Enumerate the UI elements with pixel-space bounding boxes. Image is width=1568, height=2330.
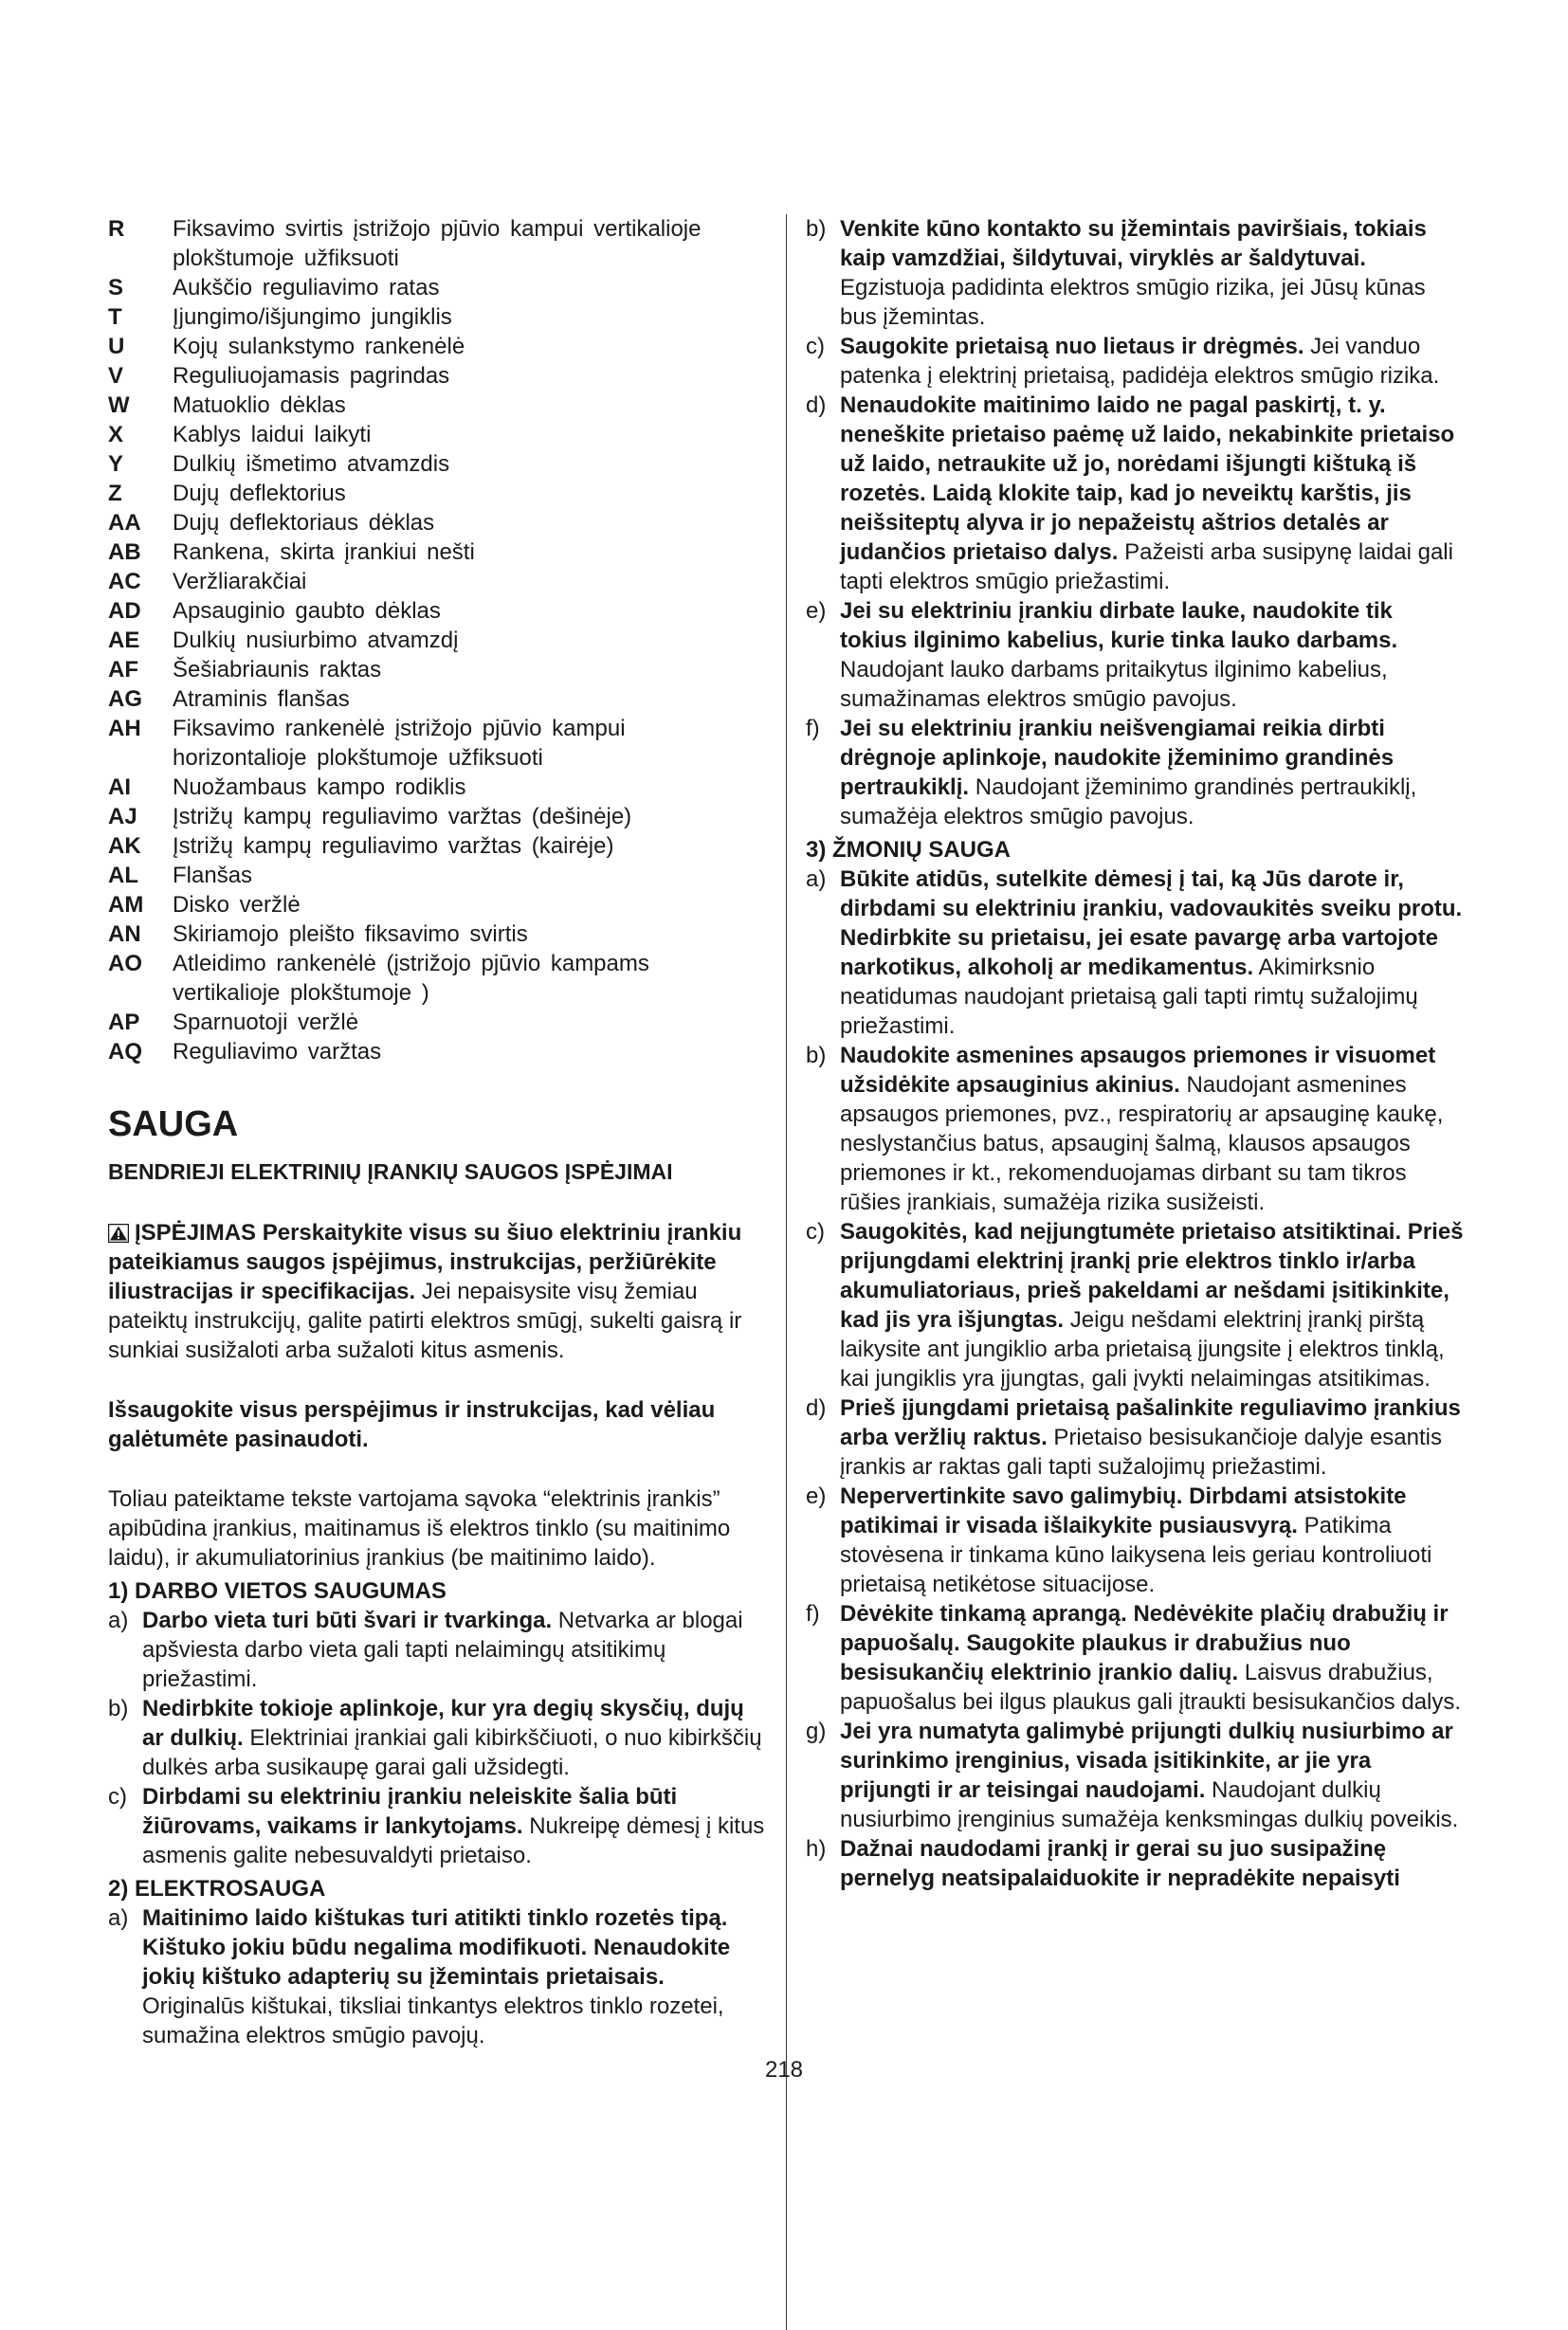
legend-item	[108, 449, 766, 479]
legend-item	[108, 773, 766, 802]
item-letter: a)	[108, 1905, 129, 1931]
right-column	[806, 214, 1466, 1893]
warning-text: Jei nepaisysite visų žemiau pateiktų instrukcijų, galite patirti elektros smūgį, sukelti gaisrą ir sunkiai susižaloti arba sužaloti kitus asmenis.	[108, 1279, 742, 1363]
workplace-safety-list	[108, 1606, 766, 1870]
legend-item	[108, 508, 766, 537]
legend-item	[108, 214, 766, 273]
legend-text: Sparnuotoji veržlė	[173, 1010, 359, 1035]
legend-code: Y	[108, 451, 124, 477]
item-text: Naudojant įžeminimo grandinės pertraukiklį, sumažėja elektros smūgio pavojus.	[840, 774, 1417, 829]
item-letter: a)	[108, 1608, 129, 1633]
legend-text: Nuožambaus kampo rodiklis	[173, 774, 466, 800]
item-text: Prietaiso besisukančioje dalyje esantis įrankis ar raktas gali tapti sužalojimų priežastimi.	[840, 1425, 1442, 1480]
legend-item	[108, 714, 766, 773]
item-letter: d)	[806, 392, 827, 418]
electrical-safety-list-left	[108, 1903, 766, 2050]
legend-code: AP	[108, 1010, 140, 1035]
legend-item	[108, 949, 766, 1008]
legend-item	[108, 361, 766, 391]
item-letter: b)	[108, 1696, 129, 1721]
legend-text: Atleidimo rankenėlė (įstrižojo pjūvio kampams vertikalioje plokštumoje )	[173, 951, 649, 1006]
item-text: Laisvus drabužius, papuošalus bei ilgus plaukus gali įtraukti besisukančios dalys.	[840, 1660, 1462, 1715]
safety-item	[108, 1782, 766, 1870]
item-bold-text: Jei yra numatyta galimybė prijungti dulkių nusiurbimo ar surinkimo įrenginius, visada įsitikinkite, ar jie yra prijungti ir ar teisingai naudojami.	[840, 1719, 1453, 1803]
item-letter: e)	[806, 598, 827, 624]
item-text: Pažeisti arba susipynę laidai gali tapti elektros smūgio priežastimi.	[840, 539, 1453, 594]
legend-text: Skiriamojo pleišto fiksavimo svirtis	[173, 921, 528, 947]
section-title-electrical: 2) ELEKTROSAUGA	[108, 1876, 326, 1902]
legend-text: Dulkių išmetimo atvamzdis	[173, 451, 450, 477]
item-letter: f)	[806, 716, 820, 741]
legend-text: Įjungimo/išjungimo jungiklis	[173, 304, 452, 330]
legend-code: AB	[108, 539, 141, 565]
legend-text: Fiksavimo svirtis įstrižojo pjūvio kampui vertikalioje plokštumoje užfiksuoti	[173, 216, 702, 271]
safety-item	[806, 1041, 1466, 1217]
item-bold-text: Venkite kūno kontakto su įžemintais paviršiais, tokiais kaip vamzdžiai, šildytuvai, viryklės ar šaldytuvai.	[840, 216, 1427, 271]
legend-code: AI	[108, 774, 131, 800]
legend-item	[108, 919, 766, 949]
legend-text: Kablys laidui laikyti	[173, 422, 372, 447]
legend-item	[108, 596, 766, 626]
item-text: Patikima stovėsena ir tinkama kūno laikysena leis geriau kontroliuoti prietaisą netikėtose situacijose.	[840, 1513, 1432, 1597]
legend-text: Fiksavimo rankenėlė įstrižojo pjūvio kampui horizontalioje plokštumoje užfiksuoti	[173, 716, 626, 771]
legend-code: AN	[108, 921, 141, 947]
item-letter: b)	[806, 1043, 827, 1068]
item-bold-text: Nedirbkite tokioje aplinkoje, kur yra degių skysčių, dujų ar dulkių.	[142, 1696, 744, 1751]
warning-paragraph	[108, 1218, 766, 1365]
safety-item	[108, 1606, 766, 1694]
legend-code: AM	[108, 892, 144, 918]
legend-code: T	[108, 304, 122, 330]
item-bold-text: Nenaudokite maitinimo laido ne pagal paskirtį, t. y. neneškite prietaiso paėmę už laido, nekabinkite prietaiso už laido, netraukite už jo, norėdami išjungti kištuką iš rozetės. Laidą klokite taip, kad jo neveiktų karštis, jis neišsiteptų alyva ir jo nepažeistų aštrios detalės ar judančios prietaiso dalys.	[840, 392, 1455, 565]
legend-item	[108, 890, 766, 919]
page-number: 218	[764, 2057, 804, 2083]
safety-item	[108, 1694, 766, 1782]
safety-item	[806, 332, 1466, 391]
legend-code: U	[108, 334, 125, 359]
legend-item	[108, 831, 766, 861]
legend-code: AO	[108, 951, 142, 976]
legend-code: AH	[108, 716, 141, 741]
item-bold-text: Dirbdami su elektriniu įrankiu neleiskite šalia būti žiūrovams, vaikams ir lankytojams.	[142, 1784, 678, 1839]
legend-text: Dujų deflektoriaus dėklas	[173, 510, 435, 536]
item-bold-text: Nepervertinkite savo galimybių. Dirbdami atsistokite patikimai ir visada išlaikykite pusiausvyrą.	[840, 1484, 1407, 1538]
item-bold-text: Naudokite asmenines apsaugos priemones ir visuomet užsidėkite apsauginius akinius.	[840, 1043, 1436, 1098]
item-text: Jeigu nešdami elektrinį įrankį pirštą laikysite ant jungiklio arba prietaisą įjungsite į elektros tinklą, kai jungiklis yra įjungtas, gali įvykti nelaimingas atsitikimas.	[840, 1307, 1445, 1392]
legend-item	[108, 626, 766, 655]
legend-text: Įstrižų kampų reguliavimo varžtas (dešinėje)	[173, 804, 632, 829]
electrical-safety-list-right	[806, 214, 1466, 831]
legend-text: Flanšas	[173, 863, 253, 888]
safety-item	[806, 714, 1466, 831]
legend-text: Apsauginio gaubto dėklas	[173, 598, 441, 624]
item-text: Egzistuoja padidinta elektros smūgio rizika, jei Jūsų kūnas bus įžemintas.	[840, 275, 1426, 330]
item-bold-text: Maitinimo laido kištukas turi atitikti tinklo rozetės tipą. Kištuko jokiu būdu negalima modifikuoti. Nenaudokite jokių kištuko adapterių su įžemintais prietaisais.	[142, 1905, 731, 1990]
legend-code: R	[108, 216, 125, 242]
legend-item	[108, 1037, 766, 1066]
warning-bold-text: ĮSPĖJIMAS Perskaitykite visus su šiuo elektriniu įrankiu pateikiamus saugos įspėjimus, instrukcijas, peržiūrėkite iliustracijas ir specifikacijas.	[108, 1220, 742, 1304]
legend-text: Dujų deflektorius	[173, 481, 346, 506]
legend-text: Matuoklio dėklas	[173, 392, 346, 418]
item-letter: c)	[806, 1219, 825, 1245]
legend-item	[108, 1008, 766, 1037]
safety-item	[806, 1393, 1466, 1482]
legend-item	[108, 420, 766, 449]
item-bold-text: Saugokitės, kad neįjungtumėte prietaiso atsitiktinai. Prieš prijungdami elektrinį įrankį prie elektros tinklo ir/arba akumuliatoriaus, prieš pakeldami ar nešdami įsitikinkite, kad jis yra išjungtas.	[840, 1219, 1464, 1333]
legend-text: Atraminis flanšas	[173, 686, 350, 712]
item-text: Naudojant dulkių nusiurbimo įrenginius sumažėja kenksmingas dulkių poveikis.	[840, 1777, 1459, 1832]
legend-item	[108, 273, 766, 302]
legend-item	[108, 802, 766, 831]
safety-item	[108, 1903, 766, 2050]
safety-item	[806, 865, 1466, 1041]
legend-item	[108, 655, 766, 684]
save-note: Išsaugokite visus perspėjimus ir instrukcijas, kad vėliau galėtumėte pasinaudoti.	[108, 1397, 716, 1452]
legend-text: Kojų sulankstymo rankenėlė	[173, 334, 465, 359]
item-letter: g)	[806, 1719, 827, 1744]
legend-text: Dulkių nusiurbimo atvamzdį	[173, 628, 459, 653]
legend-item	[108, 684, 766, 714]
legend-code: AQ	[108, 1039, 142, 1065]
parts-legend	[108, 214, 766, 1066]
legend-item	[108, 567, 766, 596]
legend-text: Disko veržlė	[173, 892, 301, 918]
legend-text: Šešiabriaunis raktas	[173, 657, 382, 683]
item-letter: e)	[806, 1484, 827, 1509]
item-bold-text: Prieš įjungdami prietaisą pašalinkite reguliavimo įrankius arba veržlių raktus.	[840, 1395, 1461, 1450]
legend-code: AK	[108, 833, 141, 859]
section-title-personal: 3) ŽMONIŲ SAUGA	[806, 837, 1011, 863]
legend-code: Z	[108, 481, 122, 506]
legend-item	[108, 861, 766, 890]
item-text: Originalūs kištukai, tiksliai tinkantys elektros tinklo rozetei, sumažina elektros smūgio pavojų.	[142, 1993, 724, 2048]
legend-code: AA	[108, 510, 141, 536]
safety-item	[806, 596, 1466, 714]
safety-item	[806, 1599, 1466, 1717]
item-letter: d)	[806, 1395, 827, 1421]
section-subheading: BENDRIEJI ELEKTRINIŲ ĮRANKIŲ SAUGOS ĮSPĖJIMAI	[108, 1159, 673, 1184]
legend-text: Reguliavimo varžtas	[173, 1039, 382, 1065]
legend-text: Aukščio reguliavimo ratas	[173, 275, 440, 300]
item-text: Netvarka ar blogai apšviesta darbo vieta gali tapti nelaimingų atsitikimų priežastimi.	[142, 1608, 743, 1692]
legend-text: Reguliuojamasis pagrindas	[173, 363, 450, 389]
item-letter: a)	[806, 866, 827, 892]
legend-code: S	[108, 275, 124, 300]
term-note: Toliau pateiktame tekste vartojama sąvoka “elektrinis įrankis” apibūdina įrankius, maitinamus iš elektros tinklo (su maitinimo laidu), ir akumuliatorinius įrankius (be maitinimo laido).	[108, 1486, 731, 1571]
legend-code: AL	[108, 863, 138, 888]
item-bold-text: Dažnai naudodami įrankį ir gerai su juo susipažinę pernelyg neatsipalaiduokite ir nepradėkite nepaisyti	[840, 1836, 1400, 1891]
safety-item	[806, 214, 1466, 332]
legend-text: Įstrižų kampų reguliavimo varžtas (kairėje)	[173, 833, 614, 859]
section-title-workplace: 1) DARBO VIETOS SAUGUMAS	[108, 1578, 447, 1604]
item-text: Nukreipę dėmesį į kitus asmenis galite nebesuvaldyti prietaiso.	[142, 1813, 765, 1868]
item-letter: h)	[806, 1836, 827, 1862]
legend-code: AC	[108, 569, 141, 594]
legend-code: AJ	[108, 804, 137, 829]
item-text: Naudojant asmenines apsaugos priemones, pvz., respiratorių ar apsauginę kaukę, neslystančius batus, apsauginį šalmą, klausos apsaugos priemones ir kt., rekomenduojamas dirbant su tam tikros rūšies įrankiais, sumažėja rizika susižeisti.	[840, 1072, 1444, 1215]
legend-code: V	[108, 363, 124, 389]
column-divider	[786, 214, 787, 2330]
legend-item	[108, 332, 766, 361]
left-column	[108, 214, 766, 2050]
item-text: Elektriniai įrankiai gali kibirkščiuoti, o nuo kibirkščių dulkės arba susikaupę garai gali užsidegti.	[142, 1725, 762, 1780]
safety-item	[806, 1717, 1466, 1834]
item-bold-text: Dėvėkite tinkamą aprangą. Nedėvėkite plačių drabužių ir papuošalų. Saugokite plaukus ir drabužius nuo besisukančių elektrinio įrankio dalių.	[840, 1601, 1449, 1685]
legend-item	[108, 537, 766, 567]
item-letter: b)	[806, 216, 827, 242]
warning-triangle-icon	[108, 1224, 129, 1243]
legend-code: W	[108, 392, 130, 418]
safety-item	[806, 1834, 1466, 1893]
legend-text: Rankena, skirta įrankiui nešti	[173, 539, 475, 565]
legend-text: Veržliarakčiai	[173, 569, 307, 594]
item-bold-text: Būkite atidūs, sutelkite dėmesį į tai, ką Jūs darote ir, dirbdami su elektriniu įrankiu, vadovaukitės sveiku protu. Nedirbkite su prietaisu, jei esate pavargę arba vartojote narkotikus, alkoholį ar medikamentus.	[840, 866, 1463, 980]
item-letter: f)	[806, 1601, 820, 1627]
item-text: Jei vanduo patenka į elektrinį prietaisą, padidėja elektros smūgio rizika.	[840, 334, 1440, 389]
personal-safety-list	[806, 865, 1466, 1893]
legend-item	[108, 479, 766, 508]
item-bold-text: Saugokite prietaisą nuo lietaus ir drėgmės.	[840, 334, 1304, 359]
item-bold-text: Jei su elektriniu įrankiu neišvengiamai reikia dirbti drėgnoje aplinkoje, naudokite įžeminimo grandinės pertraukiklį.	[840, 716, 1395, 800]
item-letter: c)	[108, 1784, 127, 1810]
safety-item	[806, 1482, 1466, 1599]
legend-item	[108, 391, 766, 420]
safety-item	[806, 1217, 1466, 1393]
section-heading: SAUGA	[108, 1104, 239, 1144]
legend-code: AG	[108, 686, 142, 712]
legend-code: AD	[108, 598, 141, 624]
item-text: Naudojant lauko darbams pritaikytus ilginimo kabelius, sumažinamas elektros smūgio pavojus.	[840, 657, 1388, 712]
legend-code: AE	[108, 628, 140, 653]
item-bold-text: Darbo vieta turi būti švari ir tvarkinga.	[142, 1608, 553, 1633]
item-letter: c)	[806, 334, 825, 359]
legend-item	[108, 302, 766, 332]
legend-code: AF	[108, 657, 138, 683]
item-bold-text: Jei su elektriniu įrankiu dirbate lauke, naudokite tik tokius ilginimo kabelius, kurie tinka lauko darbams.	[840, 598, 1398, 653]
safety-item	[806, 391, 1466, 596]
legend-code: X	[108, 422, 124, 447]
item-text: Akimirksnio neatidumas naudojant prietaisą gali tapti rimtų sužalojimų priežastimi.	[840, 955, 1418, 1039]
